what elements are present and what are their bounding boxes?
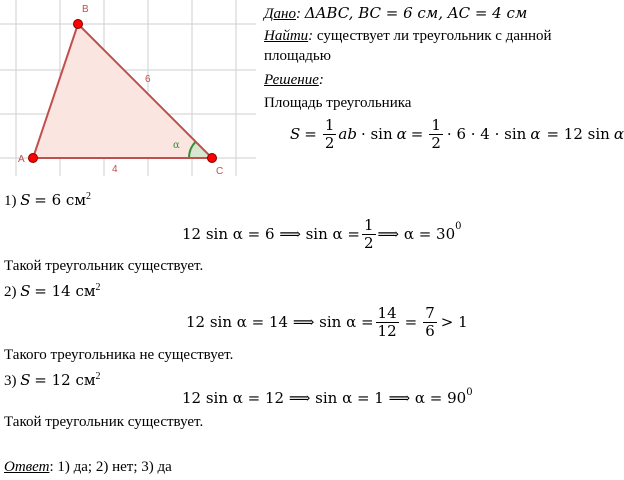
fraction-half-2: $\frac{1}{2}$ xyxy=(431,115,441,152)
given-label: Дано xyxy=(264,6,296,22)
case-2-fraction-2: $\frac{7}{6}$ xyxy=(425,303,435,340)
case-2-header: 2) S = 14 $см^2$ xyxy=(4,282,101,300)
area-text xyxy=(264,94,411,112)
find-line-1: Найти: существует ли треугольник с данной xyxy=(264,28,552,44)
case-3-header: 3) S = 12 $см^2$ xyxy=(4,371,101,389)
case-2-eq-right: > 1 xyxy=(440,313,468,331)
label-bc: 6 xyxy=(145,74,151,85)
answer-label: Ответ xyxy=(4,459,50,475)
formula-alpha: α xyxy=(396,125,407,143)
formula-alpha-2: α xyxy=(530,125,541,143)
find-text-2: площадью xyxy=(264,48,331,64)
case-1-header: 1) S = 6 $см^2$ xyxy=(4,191,91,209)
formula-eq: = xyxy=(304,125,317,143)
case-3-conclusion: Такой треугольник существует. xyxy=(4,414,204,430)
find-label: Найти xyxy=(264,28,309,44)
label-b: B xyxy=(82,4,89,15)
label-ac: 4 xyxy=(112,164,118,175)
formula-ab: ab xyxy=(338,125,357,143)
area-text-label: Площадь треугольника xyxy=(264,95,412,111)
find-line-2 xyxy=(264,47,331,65)
answer-text: : 1) да; 2) нет; 3) да xyxy=(49,459,172,475)
case-2-eq-mid: = xyxy=(404,313,418,331)
formula-alpha-3: α xyxy=(613,125,624,143)
formula-s: S xyxy=(290,125,301,143)
point-c xyxy=(208,154,217,163)
solution-label-line: Решение: xyxy=(264,72,324,88)
label-c: C xyxy=(216,166,224,177)
formula-nums: · 6 · 4 · sin xyxy=(446,125,527,143)
case-3-eq: 12 sin α = 12 ⟹ sin α = 1 ⟹ α = 90 xyxy=(182,389,467,407)
formula-result: = 12 sin xyxy=(546,125,610,143)
case-2-eq-left: 12 sin α = 14 ⟹ sin α = xyxy=(186,313,374,331)
formula-eq-2: = xyxy=(410,125,424,143)
case-3-equation: 12 sin α = 12 ⟹ sin α = 1 ⟹ α = 90 $^0$ xyxy=(182,386,473,407)
case-2-fraction-1: $\frac{14}{12}$ xyxy=(377,303,397,340)
fraction-half-1: $\frac{1}{2}$ xyxy=(324,115,335,152)
triangle-figure xyxy=(0,0,260,180)
point-a xyxy=(29,154,38,163)
case-1-conclusion: Такой треугольник существует. xyxy=(4,258,204,274)
label-a: A xyxy=(18,154,25,165)
case-2-equation xyxy=(186,300,468,344)
case-1-eq-right: ⟹ α = 30 xyxy=(377,225,456,243)
area-formula xyxy=(290,114,624,154)
case-1-equation: 12 sin α = 6 ⟹ sin α = $\frac{1}{2}$ ⟹ α = 30 $^0$ xyxy=(182,215,462,252)
given-line: Дано: ΔABC, BC = 6 см, AC = 4 см xyxy=(264,4,528,22)
solution-label: Решение xyxy=(264,72,319,88)
find-text-1: существует ли треугольник с данной xyxy=(316,28,552,44)
case-1-eq-left: 12 sin α = 6 ⟹ sin α = xyxy=(182,225,360,243)
given-text: ΔABC, BC = 6 см, AC = 4 см xyxy=(304,4,528,22)
case-1-fraction: $\frac{1}{2}$ xyxy=(364,215,374,252)
case-2-conclusion: Такого треугольника не существует. xyxy=(4,347,234,363)
formula-sin: · sin xyxy=(360,125,393,143)
label-alpha: α xyxy=(173,140,180,151)
point-b xyxy=(74,20,83,29)
answer-line xyxy=(4,458,172,476)
